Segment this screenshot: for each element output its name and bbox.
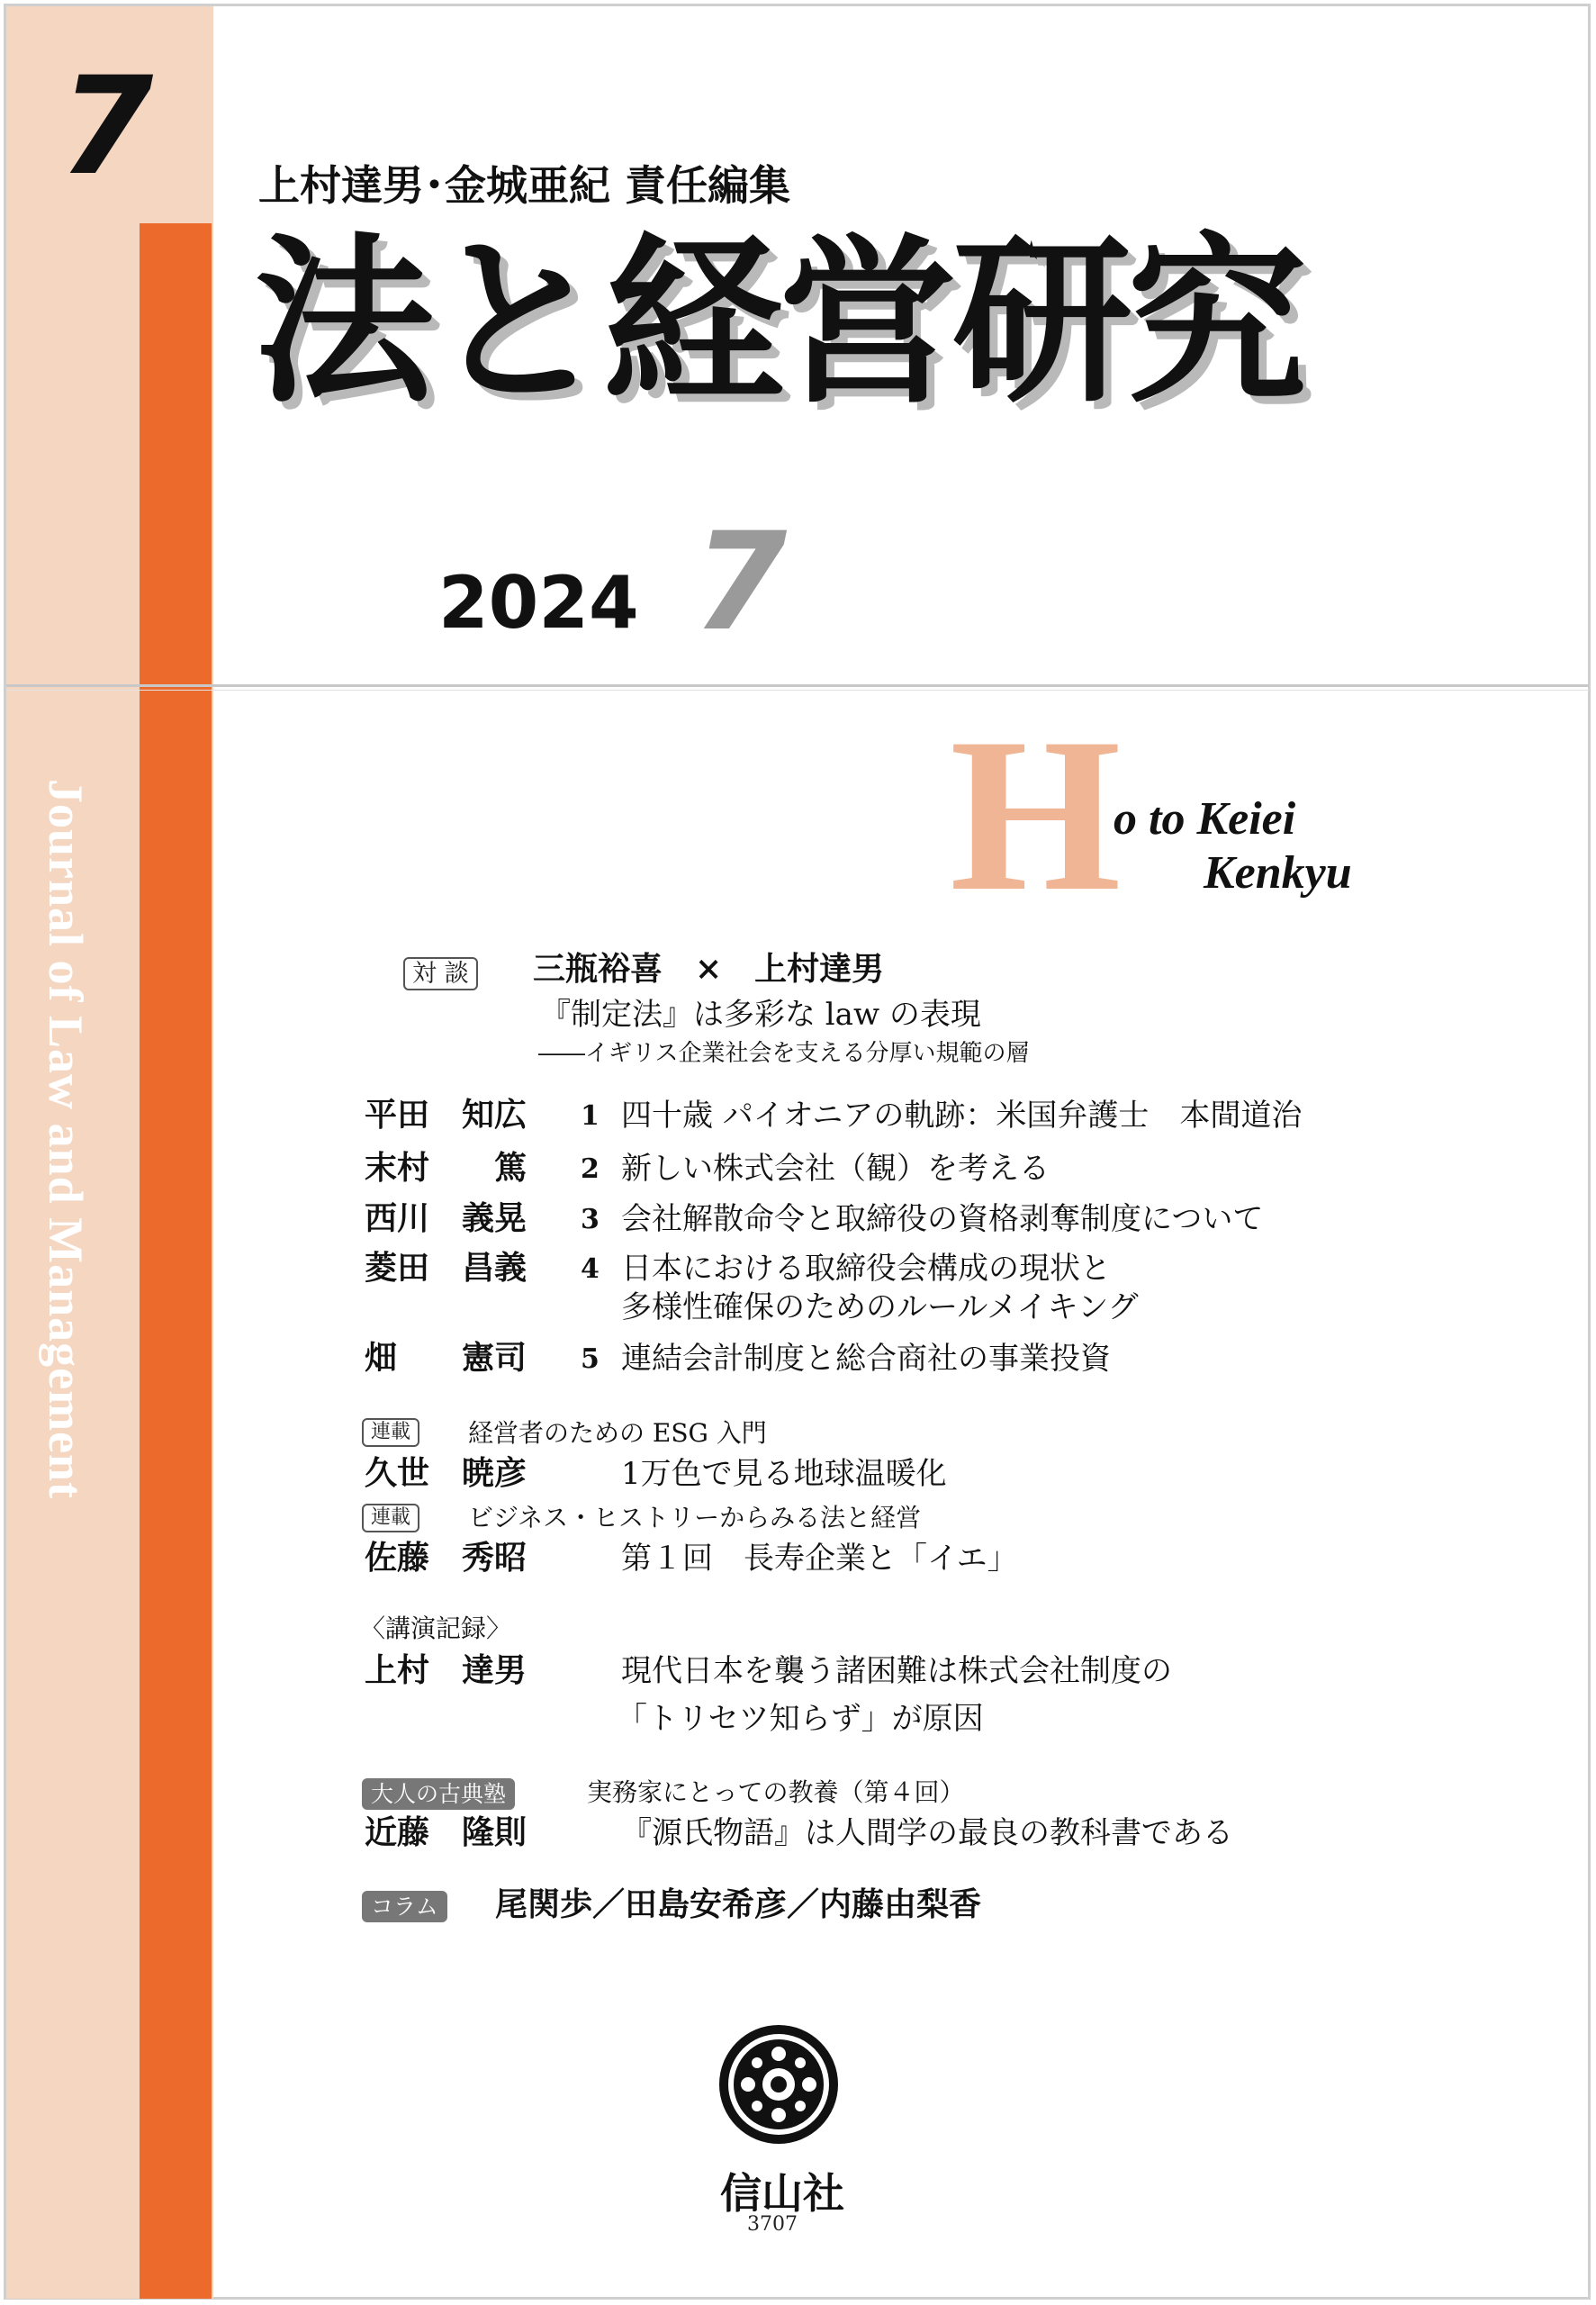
article-author: 平田 知広 <box>365 1096 527 1134</box>
divider-line-secondary <box>6 690 1589 691</box>
spine-band-orange <box>140 223 212 2299</box>
logo-romaji-line1: o to Keiei <box>1114 793 1296 845</box>
spine-english-title: Journal of Law and Management <box>39 779 93 1500</box>
lecture-title-line2: 「トリセツ知らず」が原因 <box>617 1701 984 1737</box>
article-number: 5 <box>581 1343 600 1375</box>
article-author: 末村 篤 <box>365 1149 527 1187</box>
lecture-title: 現代日本を襲う諸困難は株式会社制度の <box>621 1653 1172 1689</box>
serial-title: 1万色で見る地球温暖化 <box>621 1456 947 1492</box>
dialogue-subtitle: ――イギリス企業社会を支える分厚い規範の層 <box>538 1040 1030 1067</box>
article-author: 菱田 昌義 <box>365 1249 527 1287</box>
article-author: 畑 憲司 <box>365 1339 527 1377</box>
dialogue-tag: 対 談 <box>403 957 478 990</box>
article-title: 四十歳 パイオニアの軌跡：米国弁護士 本間道治 <box>621 1098 1303 1134</box>
publisher-name: 信山社 <box>720 2169 844 2218</box>
classics-series: 実務家にとっての教養（第４回） <box>587 1777 965 1807</box>
serial-title: 第１回 長寿企業と「イエ」 <box>621 1541 1018 1577</box>
volume-number: 7 <box>59 49 154 205</box>
dialogue-names: 三瓶裕喜 × 上村達男 <box>533 950 885 988</box>
issue-year: 2024 <box>438 561 639 645</box>
dialogue-title: 『制定法』は多彩な law の表現 <box>540 997 981 1033</box>
lecture-label: 〈講演記録〉 <box>360 1614 512 1643</box>
classics-title: 『源氏物語』は人間学の最良の教科書である <box>621 1815 1233 1851</box>
logo-letter: H <box>950 692 1122 936</box>
column-authors: 尾関歩／田島安希彦／内藤由梨香 <box>495 1885 982 1923</box>
article-title: 連結会計制度と総合商社の事業投資 <box>621 1341 1111 1377</box>
article-title: 新しい株式会社（観）を考える <box>621 1151 1050 1187</box>
article-number: 2 <box>581 1153 600 1185</box>
classics-tag: 大人の古典塾 <box>362 1778 515 1810</box>
classics-author: 近藤 隆則 <box>365 1813 527 1851</box>
logo-romaji-line2: Kenkyu <box>1204 847 1352 899</box>
article-title: 会社解散命令と取締役の資格剥奪制度について <box>621 1201 1264 1237</box>
publisher-code: 3707 <box>747 2213 798 2236</box>
issue-month: 7 <box>693 504 788 661</box>
publisher-emblem-icon <box>716 2021 842 2147</box>
article-number: 1 <box>581 1100 600 1132</box>
article-number: 3 <box>581 1204 600 1235</box>
serial-author: 佐藤 秀昭 <box>365 1539 527 1577</box>
serial-series: ビジネス・ヒストリーからみる法と経営 <box>468 1503 922 1532</box>
lecture-author: 上村 達男 <box>365 1651 527 1689</box>
serial-author: 久世 暁彦 <box>365 1454 527 1492</box>
divider-line <box>6 684 1589 687</box>
serial-tag: 連載 <box>362 1418 419 1447</box>
serial-series: 経営者のための ESG 入門 <box>468 1418 767 1448</box>
serial-tag: 連載 <box>362 1504 419 1532</box>
column-tag: コラム <box>362 1891 447 1922</box>
article-number: 4 <box>581 1253 600 1285</box>
article-title: 日本における取締役会構成の現状と <box>621 1251 1111 1287</box>
article-title-line2: 多様性確保のためのルールメイキング <box>621 1289 1139 1325</box>
journal-title: 法と経営研究 <box>254 216 1303 428</box>
article-author: 西川 義晃 <box>365 1199 527 1237</box>
editors-line: 上村達男･金城亜紀 責任編集 <box>258 161 791 210</box>
